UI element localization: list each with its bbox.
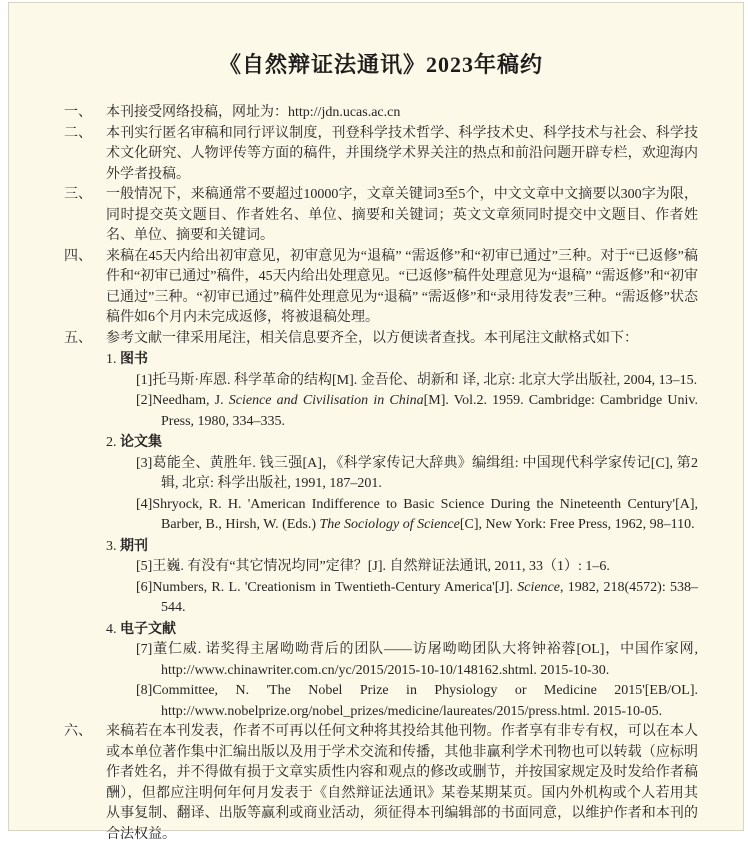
- item-number: 四、: [64, 248, 92, 264]
- text-run: [5]王巍. 有没有“其它情况均同”定律？[J]. 自然辩证法通讯, 2011, 33（1）: 1–6.: [136, 559, 610, 574]
- italic-text: Science and Civilisation in China: [228, 393, 424, 408]
- text-run: [7]董仁威. 诺奖得主屠呦呦背后的团队——访屠呦呦团队大将钟裕蓉[OL]，中国作家网, http://www.chinawriter.com.cn/yc/2015/2015-10-10/148162.shtml. 2015-10-30.: [136, 642, 698, 678]
- document-page: [8, 2, 744, 842]
- text-run: 参考文献一律采用尾注，相关信息要齐全，以方便读者查找。本刊尾注文献格式如下：: [106, 330, 638, 346]
- section-subhead: [106, 620, 698, 641]
- item-text: [106, 247, 698, 329]
- item-text: [106, 329, 698, 350]
- text-run: [2]Needham, J.: [136, 393, 229, 408]
- text-run: [3]葛能全、黄胜年. 钱三强[A]，《科学家传记大辞典》编缉组: 中国现代科学家传记[C], 第2辑, 北京: 科学出版社, 1991, 187–201.: [136, 455, 698, 491]
- numbered-item: [64, 722, 698, 845]
- text-run: [6]Numbers, R. L. 'Creationism in Twentieth-Century America'[J].: [136, 579, 518, 595]
- reference-entry: [136, 557, 698, 578]
- item-text: [106, 722, 698, 845]
- item-number: 三、: [64, 187, 92, 202]
- text-run: , 1982, 218(4572): 538–544.: [161, 579, 698, 615]
- section-subhead: [106, 350, 698, 371]
- subhead-label: 图书: [120, 352, 148, 367]
- reference-entry: [136, 640, 698, 681]
- text-run: [4]Shryock, R. H. 'American Indifference to Basic Science During the Nineteenth Century'[A], Barber, B., Hirsh, W. (Eds.): [136, 496, 698, 532]
- item-number: 一、: [64, 105, 92, 120]
- text-run: 来稿若在本刊发表，作者不可再以任何文种将其投给其他刊物。作者享有非专有权，可以在本人或本单位著作集中汇编出版以及用于学术交流和传播，其他非赢利学术刊物也可以转载（应标明作者姓名，并不得做有损于文章实质性内容和观点的修改或删节，并按国家规定及时发给作者稿酬），但都应注明何年何月发表于《自然辩证法通讯》某卷某期某页。国内外机构或个人若用其从事复制、翻译、出版等赢利或商业活动，须征得本刊编辑部的书面同意，以维护作者和本刊的合法权益。: [106, 724, 698, 842]
- text-run: [1]托马斯·库恩. 科学革命的结构[M]. 金吾伦、胡新和 译, 北京: 北京大学出版社, 2004, 13–15.: [136, 372, 698, 388]
- numbered-item: [64, 103, 698, 124]
- subhead-number: 4.: [106, 621, 120, 637]
- subhead-label: 期刊: [120, 538, 148, 554]
- section-subhead: [106, 537, 698, 558]
- text-run: 来稿在45天内给出初审意见，初审意见为“退稿” “需返修”和“初审已通过”三种。对于“已返修”稿件和“初审已通过”稿件，45天内给出处理意见。“已返修”稿件处理意见为“退稿” “需返修”和“初审已通过”三种。“初审已通过”稿件处理意见为“退稿” “需返修”和“录用待发表”三种。“需返修”状态稿件如6个月内未完成返修，将被退稿处理。: [106, 248, 698, 325]
- subhead-label: 电子文献: [120, 621, 176, 637]
- reference-entry: [136, 371, 698, 392]
- item-text: [106, 103, 698, 124]
- section-subhead: [106, 433, 698, 454]
- subhead-label: 论文集: [120, 435, 162, 450]
- reference-entry: [136, 391, 698, 432]
- document-title: 《自然辩证法通讯》2023年稿约: [218, 52, 543, 77]
- numbered-item: [64, 185, 698, 247]
- text-run: [M]. Vol.2. 1959. Cambridge: Cambridge Univ. Press, 1980, 334–335.: [161, 393, 699, 429]
- numbered-item: [64, 247, 698, 329]
- text-run: [C], New York: Free Press, 1962, 98–110.: [459, 517, 695, 532]
- item-text: [106, 124, 698, 186]
- subhead-number: 2.: [106, 435, 120, 450]
- item-text: [106, 185, 698, 247]
- document-content: [9, 3, 743, 845]
- italic-text: The Sociology of Science: [319, 517, 460, 532]
- reference-entry: [136, 454, 698, 495]
- reference-entry: [136, 495, 698, 536]
- document-items: [64, 103, 698, 845]
- numbered-item: [64, 329, 698, 723]
- text-run: 本刊实行匿名审稿和同行评议制度，刊登科学技术哲学、科学技术史、科学技术与社会、科学技术文化研究、人物评传等方面的稿件，并围绕学术界关注的热点和前沿问题开辟专栏，欢迎海内外学者投稿。: [106, 125, 698, 182]
- italic-text: Science: [517, 579, 560, 595]
- reference-entry: [136, 578, 698, 619]
- item-number: 二、: [64, 125, 92, 141]
- text-run: 一般情况下，来稿通常不要超过10000字，文章关键词3至5个，中文文章中文摘要以300字为限，同时提交英文题目、作者姓名、单位、摘要和关键词；英文文章须同时提交中文题目、作者姓名、单位、摘要和关键词。: [106, 187, 698, 243]
- numbered-item: [64, 124, 698, 186]
- item-number: 五、: [64, 330, 92, 346]
- reference-entry: [136, 681, 698, 722]
- subhead-number: 1.: [106, 352, 120, 367]
- text-run: [8]Committee, N. 'The Nobel Prize in Physiology or Medicine 2015'[EB/OL]. http://www.nobelprize.org/nobel_prizes/medicine/laureates/2015/press.html. 2015-10-05.: [136, 683, 698, 719]
- item-number: 六、: [64, 724, 92, 739]
- text-run: 本刊接受网络投稿，网址为：http://jdn.ucas.ac.cn: [106, 105, 401, 120]
- subhead-number: 3.: [106, 538, 120, 554]
